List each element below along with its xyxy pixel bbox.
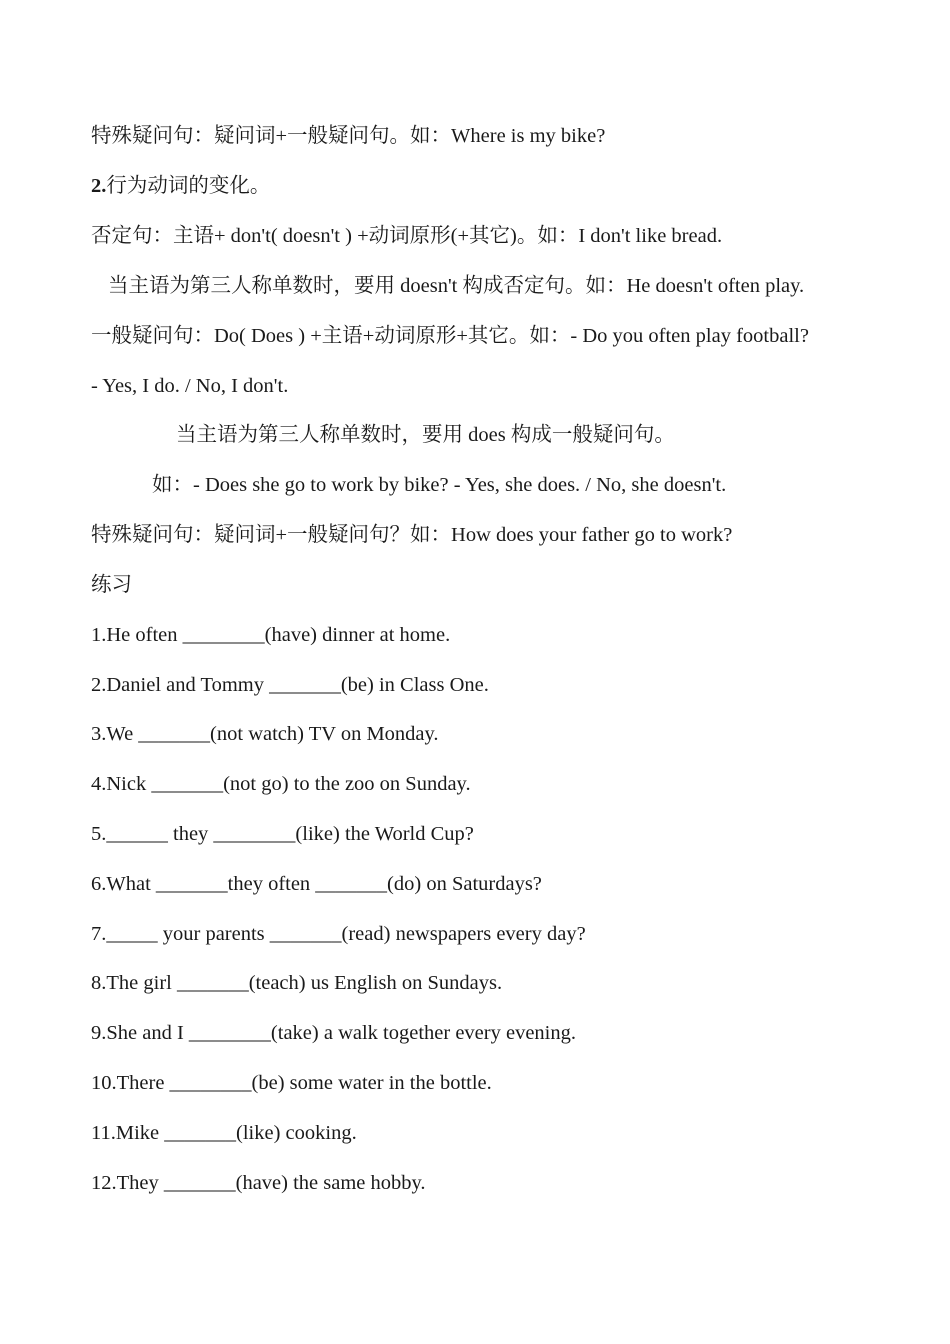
exercise-item-10: 10.There ________(be) some water in the bottle. [91,1072,492,1094]
exercise-item-8: 8.The girl _______(teach) us English on Sundays. [91,972,503,994]
general-question-example: 如：- Does she go to work by bike? - Yes, she does. / No, she doesn't. [152,474,727,496]
exercise-item-3: 3.We _______(not watch) TV on Monday. [91,723,439,745]
section-2-title: 行为动词的变化。 [106,175,271,197]
exercise-item-6: 6.What _______they often _______(do) on Saturdays? [91,873,542,895]
exercise-item-2: 2.Daniel and Tommy _______(be) in Class One. [91,674,489,696]
exercise-item-12: 12.They _______(have) the same hobby. [91,1172,426,1194]
special-question-rule-1: 特殊疑问句：疑问词+一般疑问句。如：Where is my bike? [91,125,606,147]
negative-third-person-rule: 当主语为第三人称单数时，要用 doesn't 构成否定句。如：He doesn't often play. [108,275,805,297]
general-question-rule: 一般疑问句：Do( Does ) +主语+动词原形+其它。如：- Do you often play football? [91,325,809,347]
exercise-item-11: 11.Mike _______(like) cooking. [91,1122,357,1144]
exercise-item-1: 1.He often ________(have) dinner at home. [91,624,451,646]
section-2-number: 2. [91,175,107,197]
exercise-item-7: 7._____ your parents _______(read) newspapers every day? [91,923,586,945]
general-question-third-person-rule: 当主语为第三人称单数时，要用 does 构成一般疑问句。 [176,424,675,446]
exercise-item-4: 4.Nick _______(not go) to the zoo on Sunday. [91,773,471,795]
exercise-heading: 练习 [91,574,132,596]
exercise-item-5: 5.______ they ________(like) the World Cup? [91,823,474,845]
exercise-item-9: 9.She and I ________(take) a walk together every evening. [91,1022,577,1044]
special-question-rule-2: 特殊疑问句：疑问词+一般疑问句？如：How does your father go to work? [91,524,733,546]
general-question-answer: - Yes, I do. / No, I don't. [91,375,289,397]
section-2-heading [91,173,270,199]
negative-rule: 否定句：主语+ don't( doesn't ) +动词原形(+其它)。如：I don't like bread. [91,225,723,247]
